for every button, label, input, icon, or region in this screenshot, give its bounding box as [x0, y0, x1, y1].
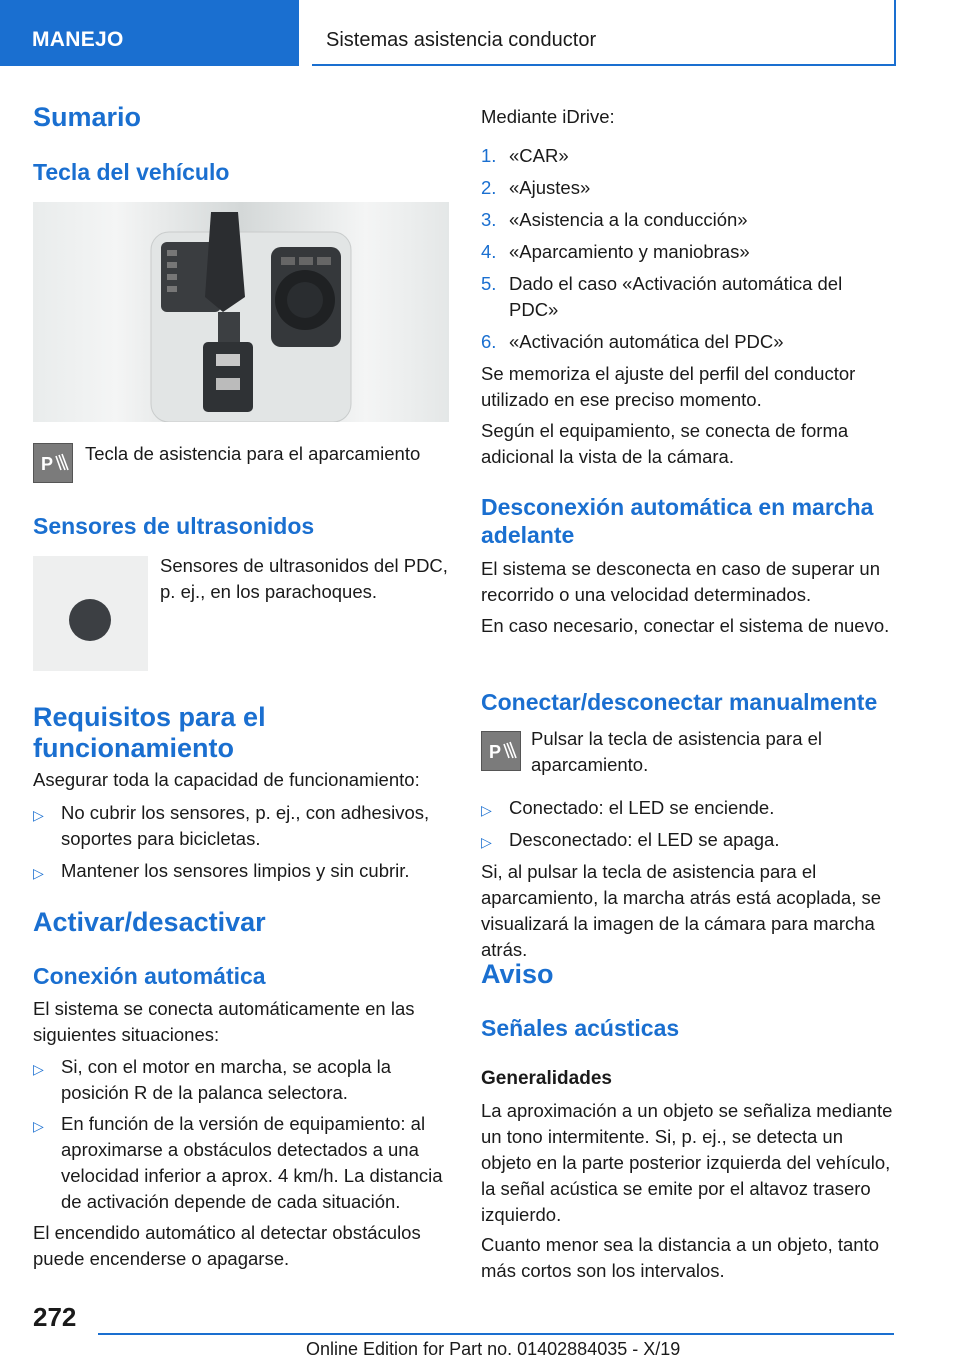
chapter-tab: [0, 0, 299, 66]
bullet-icon: ▷: [481, 802, 492, 818]
svg-text:P: P: [489, 742, 502, 762]
sensor-image: [33, 556, 148, 671]
page-number: 272: [33, 1302, 77, 1332]
bullet-icon: ▷: [33, 807, 44, 823]
conexion-outro: El encendido automático al detectar obstáculos puede encenderse o apagarse.: [33, 1222, 421, 1269]
footer-rule: [98, 1333, 894, 1335]
perfil-text: Se memoriza el ajuste del perfil del conductor utilizado en ese preciso momento.: [481, 363, 856, 410]
center-console-image: [33, 202, 449, 422]
chapter-header: [312, 0, 896, 66]
sensor-photo: [33, 556, 148, 671]
senales-heading: Señales acústicas: [481, 1015, 680, 1041]
console-photo: [33, 202, 449, 422]
edition-label: Online Edition for Part no. 01402884035 - X/19: [306, 1339, 681, 1359]
intervalos-text: Cuanto menor sea la distancia a un objeto, tanto más cortos son los intervalos.: [481, 1234, 880, 1281]
bullet-icon: ▷: [33, 1118, 44, 1134]
tecla-caption: Tecla de asistencia para el aparcamiento: [85, 443, 421, 464]
manual-text: Pulsar la tecla de asistencia para el aparcamiento.: [531, 728, 823, 775]
requisitos-intro: Asegurar toda la capacidad de funcionamiento:: [33, 769, 420, 790]
parking-assist-icon: [33, 443, 73, 483]
generalidades-text: La aproximación a un objeto se señaliza mediante un tono intermitente. Si, p. ej., se detecta un objeto en la parte posterior izquierda del vehículo, la señal acústica se emite por el altavoz trasero izquierdo.: [481, 1100, 893, 1225]
desconexion-text1: El sistema se desconecta en caso de superar un recorrido o una velocidad determinados.: [481, 558, 881, 605]
parking-assist-icon: [481, 731, 521, 771]
chapter-label: Sistemas asistencia conductor: [326, 29, 597, 51]
activar-heading: Activar/desactivar: [33, 907, 266, 937]
bullet-icon: ▷: [481, 834, 492, 850]
bullet-icon: ▷: [33, 1061, 44, 1077]
camara-text: Según el equipamiento, se conecta de forma adicional la vista de la cámara.: [481, 420, 849, 467]
desconexion-text2: En caso necesario, conectar el sistema de nuevo.: [481, 615, 890, 636]
sensores-heading: Sensores de ultrasonidos: [33, 513, 315, 539]
aviso-heading: Aviso: [481, 959, 554, 989]
idrive-intro: Mediante iDrive:: [481, 106, 615, 127]
sumario-heading: Sumario: [33, 102, 142, 132]
conexion-heading: Conexión automática: [33, 963, 266, 989]
requisitos-heading: Requisitos para el funcionamiento: [33, 702, 266, 763]
manual-heading: Conectar/desconectar manualmente: [481, 689, 878, 715]
marcha-atras-text: Si, al pulsar la tecla de asistencia para el aparcamiento, la marcha atrás está acoplada, se visualizará la imagen de la cámara para marcha atrás.: [481, 861, 882, 960]
section-label: MANEJO: [32, 28, 124, 51]
generalidades-heading: Generalidades: [481, 1068, 612, 1089]
bullet-icon: ▷: [33, 865, 44, 881]
tecla-heading: Tecla del vehículo: [33, 159, 230, 185]
desconexion-heading: Desconexión automática en marcha adelante: [481, 494, 874, 548]
sensores-text: Sensores de ultrasonidos del PDC, p. ej., en los parachoques.: [160, 555, 448, 602]
conexion-intro: El sistema se conecta automáticamente en las siguientes situaciones:: [33, 998, 415, 1045]
svg-text:P: P: [41, 454, 54, 474]
